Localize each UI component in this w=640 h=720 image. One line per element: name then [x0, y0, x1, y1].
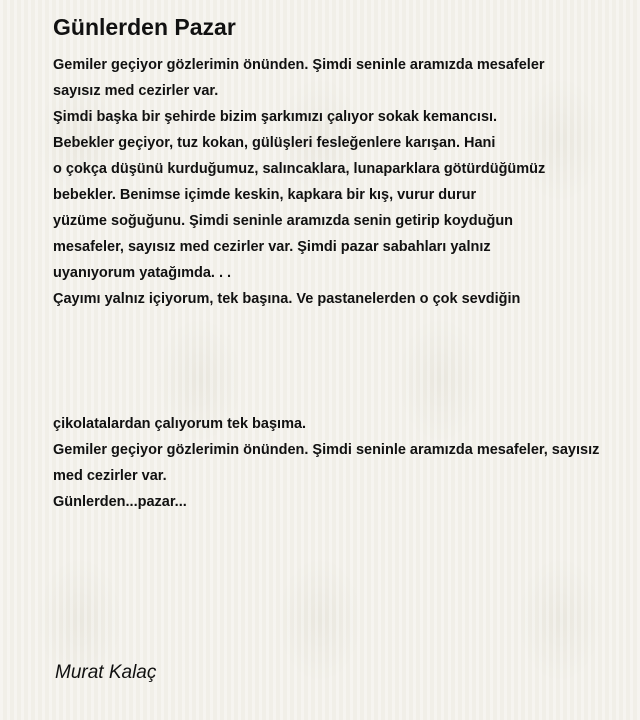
- poem-line: sayısız med cezirler var.: [53, 83, 219, 99]
- poem-line: uyanıyorum yatağımda. . .: [53, 265, 232, 281]
- poem-line: mesafeler, sayısız med cezirler var. Şimdi pazar sabahları yalnız: [53, 239, 491, 255]
- poem-body-part-2: [53, 411, 640, 515]
- poem-line: Gemiler geçiyor gözlerimin önünden. Şimdi seninle aramızda mesafeler, sayısız: [53, 442, 600, 458]
- poem-line: Çayımı yalnız içiyorum, tek başına. Ve pastanelerden o çok sevdiğin: [53, 291, 521, 307]
- poem-title: Günlerden Pazar: [53, 14, 236, 40]
- poem-line: Şimdi başka bir şehirde bizim şarkımızı çalıyor sokak kemancısı.: [53, 109, 498, 125]
- poem-line: Günlerden...pazar...: [53, 494, 187, 510]
- poem-body-part-1: [53, 52, 640, 312]
- poem-line: Gemiler geçiyor gözlerimin önünden. Şimdi seninle aramızda mesafeler: [53, 57, 545, 73]
- poem-line: Bebekler geçiyor, tuz kokan, gülüşleri fesleğenlere karışan. Hani: [53, 135, 496, 151]
- poem-line: med cezirler var.: [53, 468, 167, 484]
- poem-line: yüzüme soğuğunu. Şimdi seninle aramızda senin getirip koyduğun: [53, 213, 514, 229]
- poem-line: çikolatalardan çalıyorum tek başıma.: [53, 416, 307, 432]
- poem-line: bebekler. Benimse içimde keskin, kapkara bir kış, vurur durur: [53, 187, 477, 203]
- poem-author: Murat Kalaç: [55, 662, 157, 683]
- poem-line: o çokça düşünü kurduğumuz, salıncaklara, lunaparklara götürdüğümüz: [53, 161, 546, 177]
